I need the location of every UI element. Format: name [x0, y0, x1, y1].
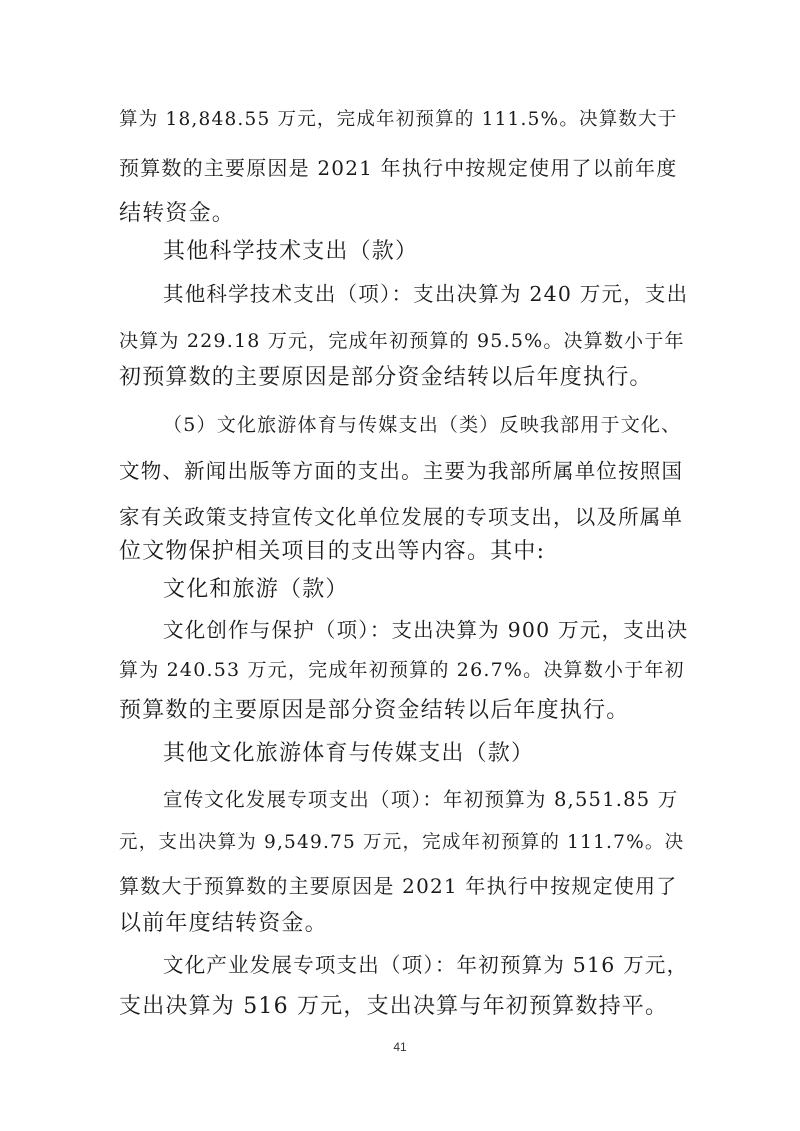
text-line: 文物、新闻出版等方面的支出。主要为我部所属单位按照国 [119, 459, 684, 483]
section-heading: 文化和旅游（款） [163, 577, 349, 602]
text-line: 以前年度结转资金。 [119, 911, 328, 936]
text-line: 文化创作与保护（项）：支出决算为 900 万元，支出决 [163, 618, 689, 642]
text-line: （5）文化旅游体育与传媒支出（类）反映我部用于文化、 [163, 414, 682, 436]
text-line: 支出决算为 516 万元，支出决算与年初预算数持平。 [119, 994, 669, 1019]
text-line: 算数大于预算数的主要原因是 2021 年执行中按规定使用了 [119, 874, 678, 898]
text-line: 决算为 229.18 万元，完成年初预算的 95.5%。决算数小于年 [119, 330, 685, 352]
text-line: 位文物保护相关项目的支出等内容。其中: [119, 539, 546, 564]
text-line: 其他科学技术支出（项）：支出决算为 240 万元，支出 [163, 282, 689, 306]
text-line: 结转资金。 [119, 201, 236, 226]
section-heading: 其他文化旅游体育与传媒支出（款） [163, 741, 535, 766]
text-line: 元，支出决算为 9,549.75 万元，完成年初预算的 111.7%。决 [119, 832, 685, 853]
text-line: 初预算数的主要原因是部分资金结转以后年度执行。 [119, 365, 653, 390]
text-line: 算为 240.53 万元，完成年初预算的 26.7%。决算数小于年初 [119, 659, 685, 681]
text-line: 文化产业发展专项支出（项）：年初预算为 516 万元， [163, 953, 689, 977]
text-line: 预算数的主要原因是部分资金结转以后年度执行。 [119, 698, 630, 723]
text-line: 宣传文化发展专项支出（项）：年初预算为 8,551.85 万 [163, 788, 679, 811]
section-heading: 其他科学技术支出（款） [163, 239, 419, 264]
text-line: 预算数的主要原因是 2021 年执行中按规定使用了以前年度 [119, 156, 678, 180]
text-line: 算为 18,848.55 万元，完成年初预算的 111.5%。决算数大于 [119, 109, 678, 130]
page-number: 41 [393, 1040, 407, 1054]
text-line: 家有关政策支持宣传文化单位发展的专项支出，以及所属单 [119, 505, 684, 529]
